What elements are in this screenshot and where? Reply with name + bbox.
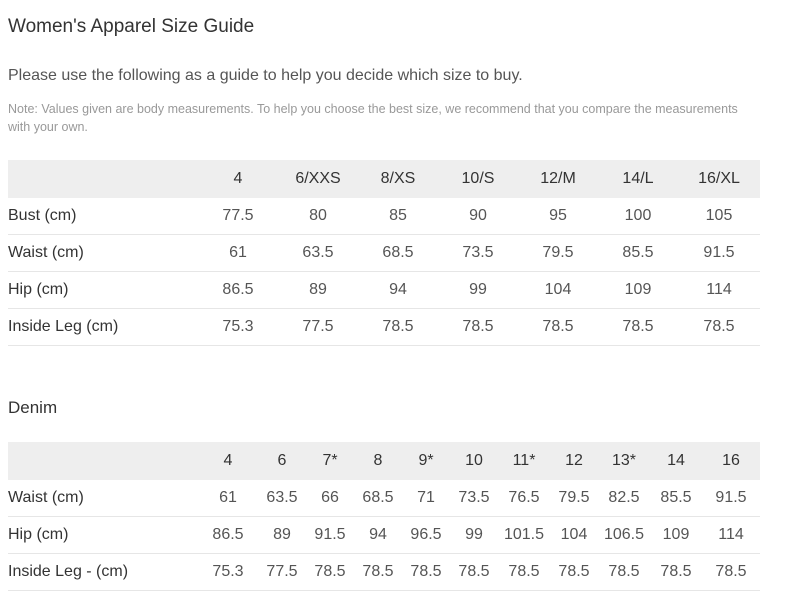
- measurement-cell: 63.5: [258, 480, 306, 517]
- table-row: [8, 272, 760, 309]
- measurement-cell: 78.5: [550, 554, 598, 591]
- page-title: Women's Apparel Size Guide: [8, 16, 255, 37]
- measurement-cell: 114: [702, 517, 760, 554]
- measurement-cell: 109: [598, 272, 678, 309]
- measurement-cell: 79.5: [550, 480, 598, 517]
- measurement-cell: 78.5: [354, 554, 402, 591]
- measurement-cell: 104: [550, 517, 598, 554]
- apparel-size-header: 14/L: [598, 160, 678, 198]
- measurement-cell: 106.5: [598, 517, 650, 554]
- measurement-cell: 63.5: [278, 235, 358, 272]
- measurement-cell: 86.5: [198, 517, 258, 554]
- measurement-cell: 101.5: [498, 517, 550, 554]
- denim-size-header: 10: [450, 442, 498, 480]
- row-label: Hip (cm): [8, 272, 198, 309]
- table-row: [8, 554, 760, 591]
- measurement-cell: 78.5: [678, 309, 760, 346]
- measurement-cell: 61: [198, 480, 258, 517]
- apparel-size-header: 4: [198, 160, 278, 198]
- denim-size-header: 12: [550, 442, 598, 480]
- denim-size-header: 8: [354, 442, 402, 480]
- measurement-cell: 78.5: [438, 309, 518, 346]
- measurement-cell: 86.5: [198, 272, 278, 309]
- measurement-cell: 73.5: [450, 480, 498, 517]
- intro-text: Please use the following as a guide to help you decide which size to buy.: [8, 67, 523, 84]
- measurement-cell: 94: [354, 517, 402, 554]
- apparel-size-header: 8/XS: [358, 160, 438, 198]
- denim-size-table: [8, 442, 760, 591]
- measurement-cell: 78.5: [518, 309, 598, 346]
- measurement-cell: 89: [278, 272, 358, 309]
- measurement-cell: 75.3: [198, 554, 258, 591]
- apparel-size-header: 12/M: [518, 160, 598, 198]
- denim-size-header: 13*: [598, 442, 650, 480]
- measurement-cell: 61: [198, 235, 278, 272]
- denim-size-header: 7*: [306, 442, 354, 480]
- measurement-cell: 91.5: [702, 480, 760, 517]
- measurement-cell: 78.5: [598, 309, 678, 346]
- denim-size-header: 6: [258, 442, 306, 480]
- table-row: [8, 235, 760, 272]
- measurement-cell: 75.3: [198, 309, 278, 346]
- denim-size-header: 11*: [498, 442, 550, 480]
- measurement-cell: 68.5: [358, 235, 438, 272]
- measurement-cell: 96.5: [402, 517, 450, 554]
- measurement-cell: 78.5: [358, 309, 438, 346]
- row-label: Waist (cm): [8, 480, 198, 517]
- measurement-cell: 85.5: [650, 480, 702, 517]
- measurement-cell: 94: [358, 272, 438, 309]
- measurement-cell: 105: [678, 198, 760, 235]
- measurement-cell: 90: [438, 198, 518, 235]
- apparel-size-header: 16/XL: [678, 160, 760, 198]
- measurement-cell: 89: [258, 517, 306, 554]
- measurement-cell: 100: [598, 198, 678, 235]
- table-row: [8, 517, 760, 554]
- measurement-cell: 85: [358, 198, 438, 235]
- apparel-size-header: 10/S: [438, 160, 518, 198]
- measurement-cell: 95: [518, 198, 598, 235]
- measurement-cell: 99: [450, 517, 498, 554]
- measurement-cell: 104: [518, 272, 598, 309]
- measurement-cell: 68.5: [354, 480, 402, 517]
- measurement-cell: 78.5: [702, 554, 760, 591]
- measurement-cell: 73.5: [438, 235, 518, 272]
- measurement-cell: 77.5: [258, 554, 306, 591]
- table-row: [8, 480, 760, 517]
- measurement-cell: 78.5: [306, 554, 354, 591]
- measurement-cell: 114: [678, 272, 760, 309]
- measurement-cell: 71: [402, 480, 450, 517]
- row-label: Inside Leg (cm): [8, 309, 198, 346]
- denim-size-header: 9*: [402, 442, 450, 480]
- measurement-cell: 82.5: [598, 480, 650, 517]
- denim-header-row: [8, 442, 760, 480]
- denim-section-title: Denim: [8, 398, 58, 417]
- measurement-cell: 80: [278, 198, 358, 235]
- measurement-cell: 78.5: [598, 554, 650, 591]
- measurement-cell: 91.5: [678, 235, 760, 272]
- row-label: Inside Leg - (cm): [8, 554, 198, 591]
- apparel-header-blank: [8, 160, 198, 198]
- measurement-cell: 77.5: [278, 309, 358, 346]
- apparel-size-table: [8, 160, 760, 346]
- row-label: Waist (cm): [8, 235, 198, 272]
- measurement-cell: 85.5: [598, 235, 678, 272]
- measurement-cell: 99: [438, 272, 518, 309]
- measurement-cell: 78.5: [402, 554, 450, 591]
- measurement-cell: 77.5: [198, 198, 278, 235]
- apparel-header-row: [8, 160, 760, 198]
- measurement-cell: 76.5: [498, 480, 550, 517]
- measurement-cell: 78.5: [450, 554, 498, 591]
- measurement-cell: 78.5: [498, 554, 550, 591]
- denim-header-blank: [8, 442, 198, 480]
- denim-size-header: 16: [702, 442, 760, 480]
- row-label: Hip (cm): [8, 517, 198, 554]
- measurement-cell: 79.5: [518, 235, 598, 272]
- apparel-size-header: 6/XXS: [278, 160, 358, 198]
- measurement-cell: 78.5: [650, 554, 702, 591]
- measurement-note: Note: Values given are body measurements. To help you choose the best size, we recommend that you compare the measurements with your own.: [8, 102, 738, 134]
- table-row: [8, 198, 760, 235]
- table-row: [8, 309, 760, 346]
- denim-size-header: 14: [650, 442, 702, 480]
- measurement-cell: 91.5: [306, 517, 354, 554]
- row-label: Bust (cm): [8, 198, 198, 235]
- denim-size-header: 4: [198, 442, 258, 480]
- measurement-cell: 66: [306, 480, 354, 517]
- measurement-cell: 109: [650, 517, 702, 554]
